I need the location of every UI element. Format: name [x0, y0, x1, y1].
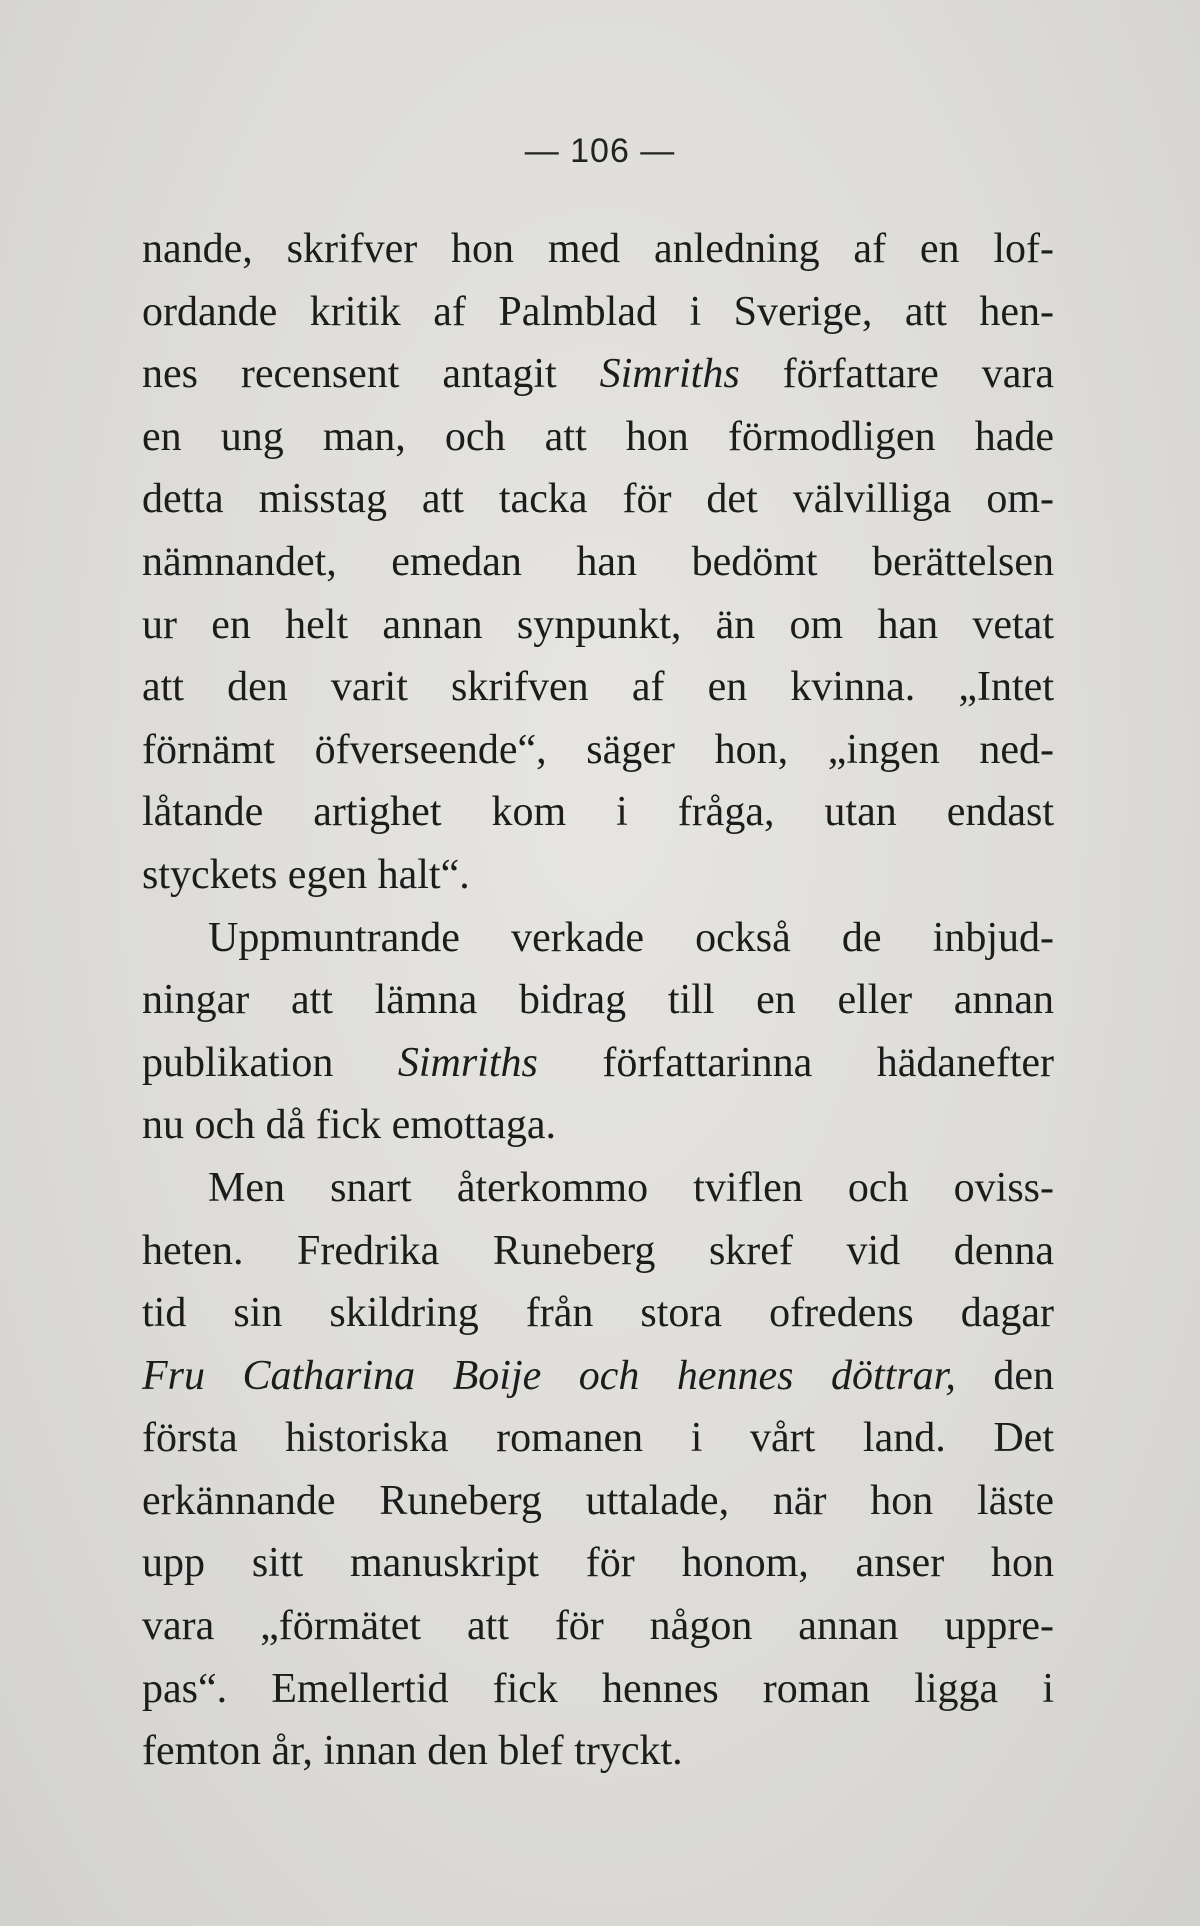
text-line: [142, 531, 1054, 594]
text-line: [142, 1470, 1054, 1533]
text-line: [142, 218, 1054, 281]
text-line: [142, 656, 1054, 719]
text-line: [142, 1157, 1054, 1220]
text-span: nu och då fick emottaga.: [142, 1102, 557, 1149]
text-span: ningar att lämna bidrag till en eller annan: [142, 977, 1054, 1024]
text-line: [142, 1532, 1054, 1595]
text-span: den: [955, 1352, 1054, 1399]
page-number: — 106 —: [524, 132, 676, 170]
text-span: femton år, innan den blef tryckt.: [142, 1728, 683, 1775]
text-span: en ung man, och att hon förmodligen hade: [142, 413, 1054, 460]
text-span: första historiska romanen i vårt land. Det: [142, 1415, 1054, 1462]
italic-title-text: Simriths: [599, 351, 740, 398]
text-line: [142, 1032, 1054, 1095]
text-line: [142, 1282, 1054, 1345]
text-span: upp sitt manuskript för honom, anser hon: [142, 1540, 1054, 1587]
text-span: tid sin skildring från stora ofredens dagar: [142, 1290, 1054, 1337]
text-span: ur en helt annan synpunkt, än om han vetat: [142, 601, 1054, 648]
text-line: [142, 594, 1054, 657]
text-span: styckets egen halt“.: [142, 851, 470, 898]
text-span: pas“. Emellertid fick hennes roman ligga i: [142, 1665, 1054, 1712]
text-line: [142, 406, 1054, 469]
text-span: publikation: [142, 1039, 398, 1086]
text-span: författare vara: [739, 351, 1055, 398]
text-line: [142, 781, 1054, 844]
text-span: erkännande Runeberg uttalade, när hon läste: [142, 1477, 1054, 1524]
text-line: [142, 969, 1054, 1032]
text-span: ordande kritik af Palmblad i Sverige, att hen-: [142, 288, 1054, 335]
text-line: [142, 844, 1054, 907]
text-line: [142, 468, 1054, 531]
text-line: [142, 1407, 1054, 1470]
text-line: [142, 1345, 1054, 1408]
italic-title-text: Simriths: [397, 1039, 538, 1086]
text-line: [142, 281, 1054, 344]
text-line: [142, 1220, 1054, 1283]
text-line: [142, 1720, 1054, 1783]
text-line: [142, 343, 1054, 406]
text-span: förnämt öfverseende“, säger hon, „ingen ned-: [142, 726, 1054, 773]
text-line: [142, 1094, 1054, 1157]
text-span: Uppmuntrande verkade också de inbjud-: [208, 914, 1054, 961]
text-span: att den varit skrifven af en kvinna. „Intet: [142, 664, 1054, 711]
text-span: Men snart återkommo tviflen och oviss-: [208, 1164, 1054, 1211]
text-span: författarinna hädanefter: [537, 1039, 1054, 1086]
text-line: [142, 907, 1054, 970]
italic-title-text: Fru Catharina Boije och hennes döttrar,: [142, 1352, 956, 1399]
text-span: heten. Fredrika Runeberg skref vid denna: [142, 1227, 1054, 1274]
text-span: nande, skrifver hon med anledning af en lof-: [142, 226, 1054, 272]
text-span: nes recensent antagit: [142, 351, 600, 398]
text-line: [142, 1658, 1054, 1721]
text-span: vara „förmätet att för någon annan uppre-: [142, 1603, 1054, 1650]
text-line: [142, 719, 1054, 782]
text-line: [142, 1595, 1054, 1658]
text-span: låtande artighet kom i fråga, utan endast: [142, 789, 1054, 836]
text-span: detta misstag att tacka för det välvilliga om-: [142, 476, 1054, 523]
text-span: nämnandet, emedan han bedömt berättelsen: [142, 538, 1054, 585]
body-text: [142, 218, 1054, 1783]
